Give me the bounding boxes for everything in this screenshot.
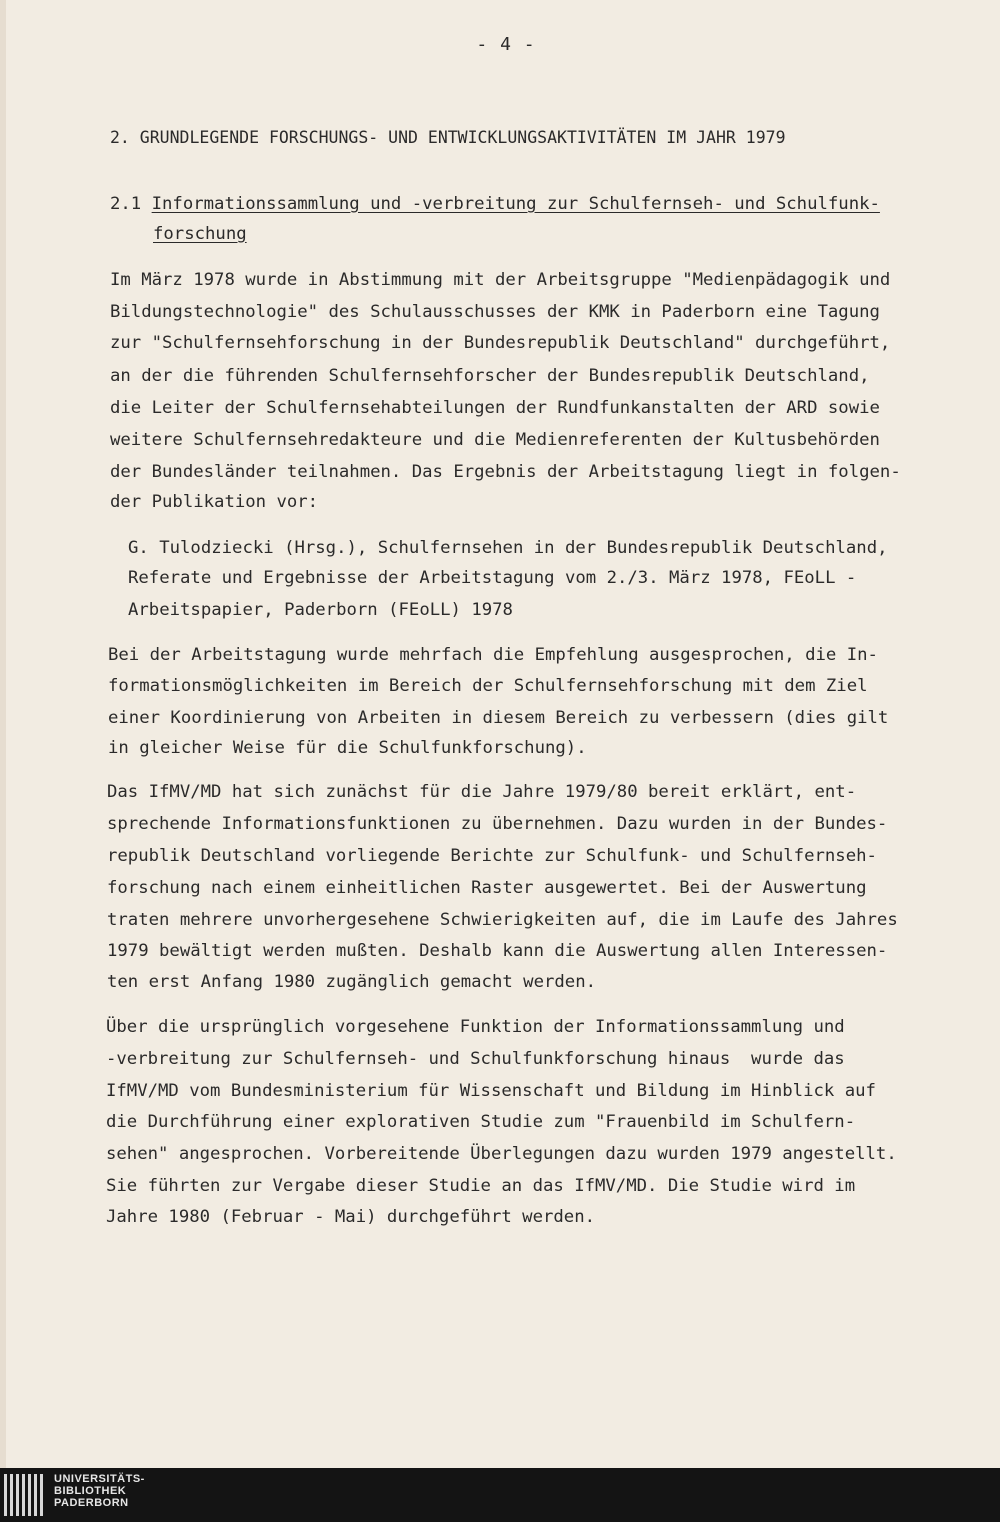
text-line: Im März 1978 wurde in Abstimmung mit der Arbeitsgruppe "Medienpädagogik und xyxy=(110,270,891,290)
section-heading: 2. GRUNDLEGENDE FORSCHUNGS- UND ENTWICKLUNGSAKTIVITÄTEN IM JAHR 1979 xyxy=(110,128,786,147)
logo-line-1: UNIVERSITÄTS- xyxy=(54,1473,145,1485)
logo-line-2: BIBLIOTHEK xyxy=(54,1485,127,1497)
library-logo-text xyxy=(54,1473,145,1509)
text-line: sehen" angesprochen. Vorbereitende Überlegungen dazu wurden 1979 angestellt. xyxy=(106,1144,897,1164)
library-logo-icon xyxy=(4,1474,48,1516)
text-line: Bildungstechnologie" des Schulausschusses der KMK in Paderborn eine Tagung xyxy=(110,302,880,322)
logo-line-3: PADERBORN xyxy=(54,1497,129,1509)
text-line: der Publikation vor: xyxy=(110,492,319,512)
text-line: Das IfMV/MD hat sich zunächst für die Jahre 1979/80 bereit erklärt, ent- xyxy=(107,782,857,802)
text-line: an der die führenden Schulfernsehforscher der Bundesrepublik Deutschland, xyxy=(110,366,870,386)
text-line: IfMV/MD vom Bundesministerium für Wissenschaft und Bildung im Hinblick auf xyxy=(106,1081,876,1101)
citation-line: Arbeitspapier, Paderborn (FEoLL) 1978 xyxy=(128,600,513,620)
text-line: traten mehrere unvorhergesehene Schwierigkeiten auf, die im Laufe des Jahres xyxy=(107,910,898,930)
text-line: republik Deutschland vorliegende Berichte zur Schulfunk- und Schulfernseh- xyxy=(107,846,877,866)
text-line: der Bundesländer teilnahmen. Das Ergebnis der Arbeitstagung liegt in folgen- xyxy=(110,462,901,482)
text-line: sprechende Informationsfunktionen zu übernehmen. Dazu wurden in der Bundes- xyxy=(107,814,888,834)
text-line: die Durchführung einer explorativen Studie zum "Frauenbild im Schulfern- xyxy=(106,1112,856,1132)
text-line: formationsmöglichkeiten im Bereich der Schulfernsehforschung mit dem Ziel xyxy=(108,676,868,696)
text-line: Jahre 1980 (Februar - Mai) durchgeführt werden. xyxy=(106,1207,595,1227)
text-line: forschung nach einem einheitlichen Raster ausgewertet. Bei der Auswertung xyxy=(107,878,867,898)
text-line: 1979 bewältigt werden mußten. Deshalb kann die Auswertung allen Interessen- xyxy=(107,941,888,961)
subsection-number: 2.1 xyxy=(110,194,152,214)
citation-line: G. Tulodziecki (Hrsg.), Schulfernsehen in der Bundesrepublik Deutschland, xyxy=(128,538,888,558)
text-line: -verbreitung zur Schulfernseh- und Schulfunkforschung hinaus wurde das xyxy=(106,1049,845,1069)
text-line: Über die ursprünglich vorgesehene Funktion der Informationssammlung und xyxy=(106,1017,845,1037)
text-line: ten erst Anfang 1980 zugänglich gemacht werden. xyxy=(107,972,596,992)
text-line: weitere Schulfernsehredakteure und die Medienreferenten der Kultusbehörden xyxy=(110,430,880,450)
library-footer xyxy=(0,1468,1000,1522)
text-line: zur "Schulfernsehforschung in der Bundesrepublik Deutschland" durchgeführt, xyxy=(110,333,891,353)
text-line: einer Koordinierung von Arbeiten in diesem Bereich zu verbessern (dies gilt xyxy=(108,708,889,728)
text-line: Bei der Arbeitstagung wurde mehrfach die Empfehlung ausgesprochen, die In- xyxy=(108,645,878,665)
text-line: die Leiter der Schulfernsehabteilungen der Rundfunkanstalten der ARD sowie xyxy=(110,398,880,418)
subsection-heading xyxy=(110,194,880,214)
citation-line: Referate und Ergebnisse der Arbeitstagung vom 2./3. März 1978, FEoLL - xyxy=(128,568,857,588)
text-line: Sie führten zur Vergabe dieser Studie an das IfMV/MD. Die Studie wird im xyxy=(106,1176,856,1196)
text-line: in gleicher Weise für die Schulfunkforschung). xyxy=(108,738,587,758)
page-number: - 4 - xyxy=(476,34,536,55)
subsection-title-line-1: Informationssammlung und -verbreitung zur Schulfernseh- und Schulfunk- xyxy=(151,194,880,214)
subsection-title-line-2: forschung xyxy=(153,224,247,244)
